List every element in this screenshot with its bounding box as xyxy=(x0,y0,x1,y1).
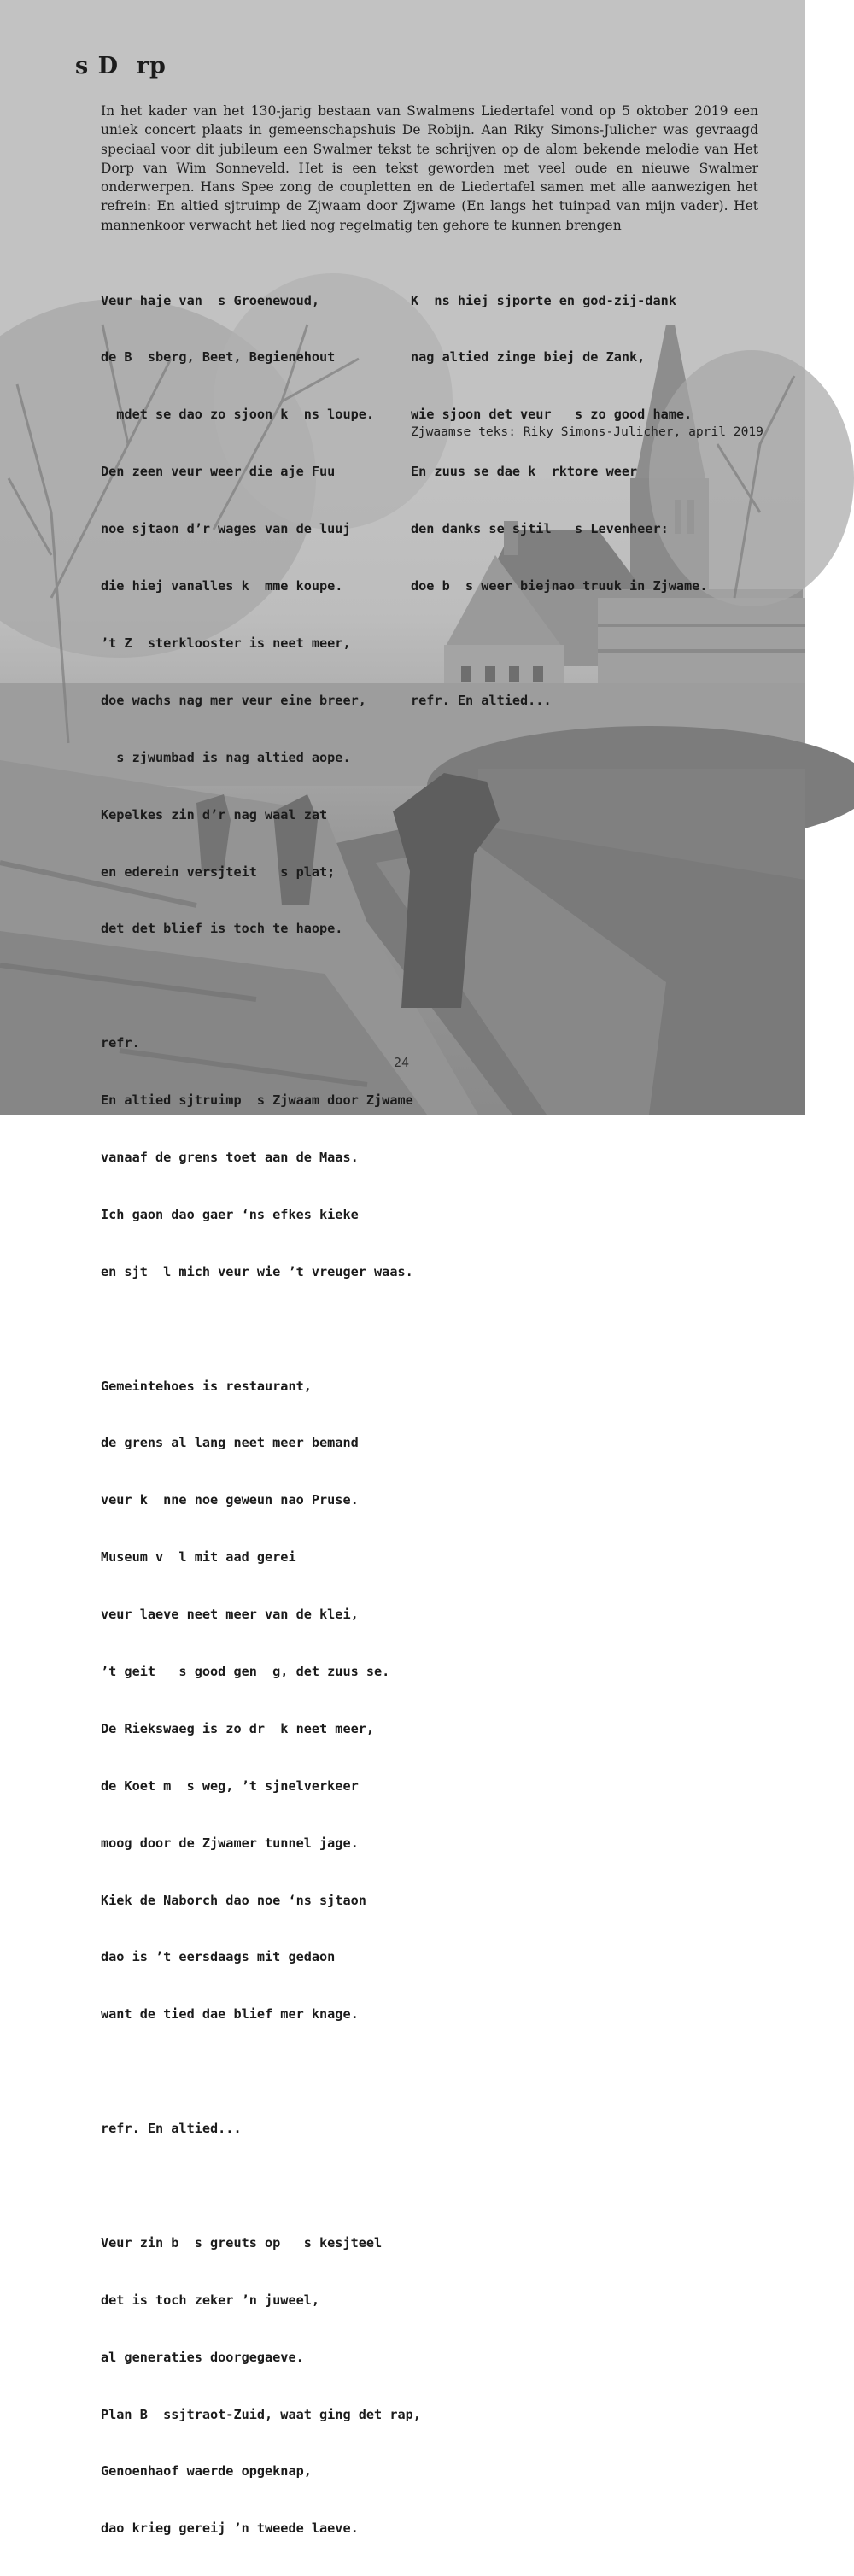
lyric-line: ’t geit s good gen g, det zuus se. xyxy=(101,1663,390,1679)
lyric-line: En zuus se dae k rktore weer xyxy=(411,464,638,480)
lyric-line: refr. xyxy=(101,1035,140,1051)
lyric-line: ’t Z sterklooster is neet meer, xyxy=(101,635,351,651)
lyric-line: Gemeintehoes is restaurant, xyxy=(101,1378,312,1394)
lyric-line: det det blief is toch te haope. xyxy=(101,921,343,937)
lyric-line: vanaaf de grens toet aan de Maas. xyxy=(101,1149,359,1165)
lyric-line: de Koet m s weg, ’t sjnelverkeer xyxy=(101,1777,359,1794)
lyric-line: refr. En altied... xyxy=(411,692,552,708)
lyric-line: Genoenhaof waerde opgeknap, xyxy=(101,2463,312,2479)
stanza-gap xyxy=(101,2176,421,2195)
lyric-line: Museum v l mit aad gerei xyxy=(101,1549,296,1566)
lyric-line: s zjwumbad is nag altied aope. xyxy=(101,749,351,765)
lyric-line: veur k nne noe geweun nao Pruse. xyxy=(101,1492,359,1508)
stanza-gap xyxy=(101,2062,421,2081)
lyric-line: den danks se sjtil s Levenheer: xyxy=(411,521,669,537)
intro-paragraph: In het kader van het 130-jarig bestaan van Swalmens Liedertafel vond op 5 oktober 2019 een uniek concert plaats in gemeenschapshuis De Robijn. Aan Riky Simons-Julicher was gevraagd speciaal voor dit jubileum een Swalmer tekst te schrijven op de alom bekende melodie van Het Dorp van Wim Sonneveld. Het is een tekst geworden met veel oude en nieuwe Swalmer onderwerpen. Hans Spee zong de coupletten en de Liedertafel samen met alle aanwezigen het refrein: En altied sjtruimp de Zjwaam door Zjwame (En langs het tuinpad van mijn vader). Het mannenkoor verwacht het lied nog regelmatig ten gehore te kunnen brengen xyxy=(101,103,758,233)
stanza-gap xyxy=(411,634,707,653)
lyric-line: Plan B ssjtraot-Zuid, waat ging det rap, xyxy=(101,2406,421,2422)
lyric-line: wie sjoon det veur s zo good hame. xyxy=(411,407,693,423)
lyrics-right-column xyxy=(411,253,707,748)
lyric-line: Kiek de Naborch dao noe ‘ns sjtaon xyxy=(101,1892,366,1908)
page-number: 24 xyxy=(394,1055,410,1070)
lyric-line: Veur haje van s Groenewoud, xyxy=(101,292,320,308)
stanza-gap xyxy=(101,1320,421,1338)
lyric-line: refr. En altied... xyxy=(101,2121,242,2137)
lyric-line: doe b s weer biejnao truuk in Zjwame. xyxy=(411,578,708,594)
lyric-line: moog door de Zjwamer tunnel jage. xyxy=(101,1835,359,1851)
lyric-line: noe sjtaon d’r wages van de luuj xyxy=(101,521,351,537)
lyric-line: mdet se dao zo sjoon k ns loupe. xyxy=(101,407,375,423)
author-credit: Zjwaamse teks: Riky Simons-Julicher, april 2019 xyxy=(411,424,763,439)
lyric-line: de B sberg, Beet, Begienehout xyxy=(101,349,336,366)
lyric-line: Ich gaon dao gaer ‘ns efkes kieke xyxy=(101,1206,359,1222)
lyric-line: die hiej vanalles k mme koupe. xyxy=(101,578,343,594)
lyric-line: en sjt l mich veur wie ’t vreuger waas. xyxy=(101,1263,413,1279)
lyric-line: det is toch zeker ’n juweel, xyxy=(101,2292,320,2308)
lyric-line: al generaties doorgegaeve. xyxy=(101,2349,304,2365)
lyric-line: Den zeen veur weer die aje Fuu xyxy=(101,464,336,480)
stanza-gap xyxy=(101,976,421,995)
lyric-line: En altied sjtruimp s Zjwaam door Zjwame xyxy=(101,1092,413,1109)
lyric-line: veur laeve neet meer van de klei, xyxy=(101,1607,359,1623)
lyric-line: nag altied zinge biej de Zank, xyxy=(411,349,646,366)
lyric-line: want de tied dae blief mer knage. xyxy=(101,2006,359,2023)
lyric-line: K ns hiej sjporte en god-zij-dank xyxy=(411,292,676,308)
lyric-line: doe wachs nag mer veur eine breer, xyxy=(101,692,366,708)
lyrics-left-column xyxy=(101,253,421,2576)
lyric-line: en ederein versjteit s plat; xyxy=(101,864,336,880)
lyric-line: De Riekswaeg is zo dr k neet meer, xyxy=(101,1720,375,1736)
lyric-line: Kepelkes zin d’r nag waal zat xyxy=(101,806,328,823)
lyric-line: de grens al lang neet meer bemand xyxy=(101,1435,359,1451)
lyric-line: dao krieg gereij ’n tweede laeve. xyxy=(101,2520,359,2537)
lyric-line: Veur zin b s greuts op s kesjteel xyxy=(101,2234,383,2251)
lyric-line: dao is ’t eersdaags mit gedaon xyxy=(101,1949,336,1965)
page-title: s D rp xyxy=(75,53,167,79)
